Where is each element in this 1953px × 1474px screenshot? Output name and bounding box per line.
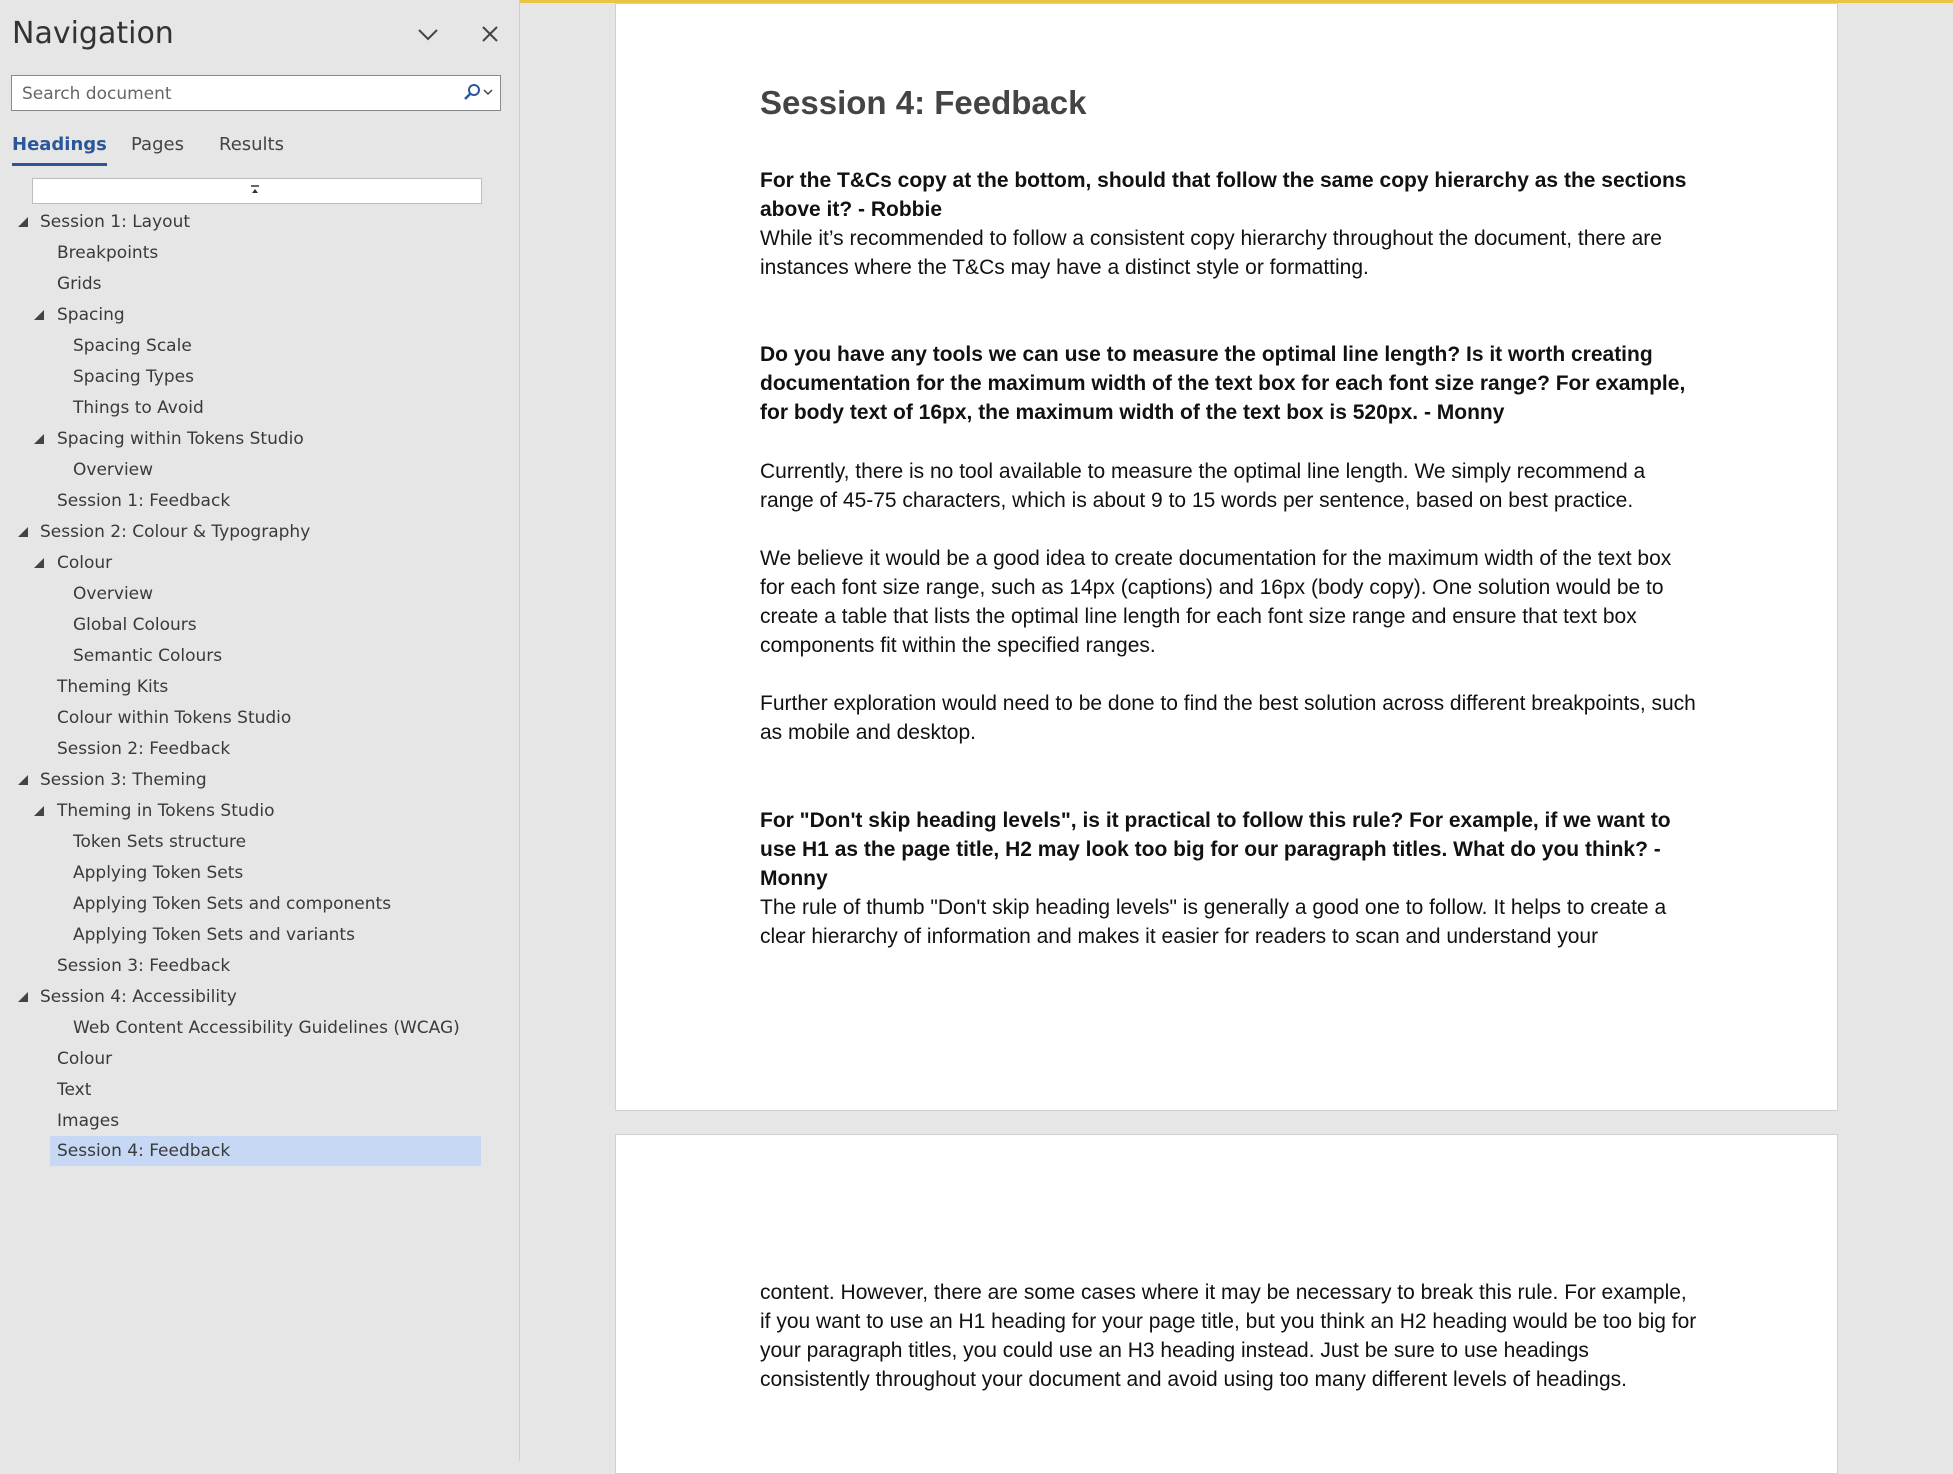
heading-label: Theming Kits <box>57 677 169 697</box>
answer-2-paragraph-3: Further exploration would need to be done to find the best solution across different breakpoints, such as mobile and desktop. <box>760 692 1696 744</box>
question-2: Do you have any tools we can use to measure the optimal line length? Is it worth creating documentation for the maximum width of the text box for each font size range? For example, for body text of 16px, the maximum width of the text box is 520px. - Monny <box>760 343 1686 424</box>
close-icon[interactable] <box>476 20 504 48</box>
heading-label: Overview <box>73 584 154 604</box>
heading-label: Text <box>57 1080 92 1100</box>
heading-item[interactable] <box>73 1013 460 1043</box>
heading-item[interactable] <box>33 548 483 578</box>
heading-label: Session 2: Colour & Typography <box>40 522 311 542</box>
heading-item[interactable] <box>73 610 197 640</box>
heading-label: Colour <box>57 553 113 573</box>
heading-label: Spacing Scale <box>73 336 192 356</box>
answer-3-continued: content. However, there are some cases where it may be necessary to break this rule. For example, if you want to use an H1 heading for your page title, but you think an H2 heading would be too big for your paragraph titles, you could use an H3 heading instead. Just be sure to use headings consistently throughout your document and avoid using too many different levels of headings. <box>760 1281 1697 1391</box>
navigation-pane <box>0 0 520 1461</box>
heading-item-selected[interactable] <box>50 1136 481 1166</box>
expanded-caret-icon[interactable] <box>17 991 29 1003</box>
heading-item[interactable] <box>73 579 153 609</box>
heading-item[interactable] <box>57 672 168 702</box>
document-page-2 <box>615 1134 1838 1474</box>
heading-item[interactable] <box>57 1106 119 1136</box>
tab-headings[interactable]: Headings <box>12 134 107 166</box>
search-box <box>11 75 501 111</box>
heading-item[interactable] <box>57 486 230 516</box>
heading-label: Global Colours <box>73 615 197 635</box>
heading-item[interactable] <box>73 455 153 485</box>
heading-label: Session 4: Accessibility <box>40 987 237 1007</box>
heading-label: Applying Token Sets and components <box>73 894 392 914</box>
heading-item[interactable] <box>73 641 222 671</box>
scroll-up-icon <box>249 184 261 198</box>
heading-label: Spacing <box>57 305 125 325</box>
search-icon <box>456 82 496 104</box>
heading-label: Colour <box>57 1049 113 1069</box>
heading-item[interactable] <box>33 424 483 454</box>
heading-label: Overview <box>73 460 154 480</box>
heading-item[interactable] <box>73 393 204 423</box>
heading-label: Theming in Tokens Studio <box>57 801 275 821</box>
heading-item[interactable] <box>33 300 483 330</box>
heading-label: Session 1: Feedback <box>57 491 231 511</box>
heading-label: Things to Avoid <box>73 398 204 418</box>
expanded-caret-icon[interactable] <box>33 309 45 321</box>
heading-label: Token Sets structure <box>73 832 247 852</box>
heading-label: Spacing within Tokens Studio <box>57 429 304 449</box>
heading-item[interactable] <box>33 796 483 826</box>
heading-label: Colour within Tokens Studio <box>57 708 292 728</box>
tab-results[interactable]: Results <box>219 134 284 155</box>
heading-label: Session 2: Feedback <box>57 739 231 759</box>
expanded-caret-icon[interactable] <box>17 774 29 786</box>
expanded-caret-icon[interactable] <box>33 557 45 569</box>
answer-3-start: The rule of thumb "Don't skip heading levels" is generally a good one to follow. It helps to create a clear hierarchy of information and makes it easier for readers to scan and understand your <box>760 896 1667 948</box>
heading-label: Images <box>57 1111 120 1131</box>
heading-item[interactable] <box>73 827 246 857</box>
heading-item[interactable] <box>17 982 487 1012</box>
heading-item[interactable] <box>57 1044 112 1074</box>
heading-label: Spacing Types <box>73 367 194 387</box>
search-input[interactable] <box>20 76 454 112</box>
heading-label: Session 1: Layout <box>40 212 191 232</box>
answer-1: While it’s recommended to follow a consistent copy hierarchy throughout the document, there are instances where the T&Cs may have a distinct style or formatting. <box>760 227 1662 279</box>
heading-item[interactable] <box>17 207 487 237</box>
expanded-caret-icon[interactable] <box>17 526 29 538</box>
heading-item[interactable] <box>57 703 291 733</box>
heading-label: Session 3: Feedback <box>57 956 231 976</box>
expanded-caret-icon[interactable] <box>33 805 45 817</box>
heading-item[interactable] <box>73 889 391 919</box>
heading-item[interactable] <box>73 858 243 888</box>
heading-item[interactable] <box>57 734 230 764</box>
page-heading: Session 4: Feedback <box>760 84 1087 121</box>
heading-label: Semantic Colours <box>73 646 223 666</box>
chevron-down-icon[interactable] <box>414 20 442 48</box>
heading-label: Applying Token Sets <box>73 863 244 883</box>
question-3: For "Don't skip heading levels", is it practical to follow this rule? For example, if we want to use H1 as the page title, H2 may look too big for our paragraph titles. What do you think? - Monny <box>760 809 1671 890</box>
search-options-button[interactable] <box>456 82 496 104</box>
heading-label: Breakpoints <box>57 243 159 263</box>
heading-label: Session 4: Feedback <box>57 1141 231 1161</box>
heading-item[interactable] <box>17 517 487 547</box>
answer-2-paragraph-1: Currently, there is no tool available to measure the optimal line length. We simply recommend a range of 45-75 characters, which is about 9 to 15 words per sentence, based on best practice. <box>760 460 1646 512</box>
expanded-caret-icon[interactable] <box>33 433 45 445</box>
answer-2-paragraph-2: We believe it would be a good idea to create documentation for the maximum width of the text box for each font size range, such as 14px (captions) and 16px (body copy). One solution would be to create a table that lists the optimal line length for each font size range and ensure that text box components fit within the specified ranges. <box>760 547 1672 657</box>
tree-scroll-up-button[interactable] <box>32 178 482 204</box>
expanded-caret-icon[interactable] <box>17 216 29 228</box>
heading-item[interactable] <box>57 238 158 268</box>
navigation-title: Navigation <box>12 16 174 51</box>
heading-label: Grids <box>57 274 102 294</box>
heading-item[interactable] <box>73 331 192 361</box>
heading-item[interactable] <box>73 362 194 392</box>
heading-item[interactable] <box>57 269 102 299</box>
document-page-1 <box>615 3 1838 1111</box>
question-1: For the T&Cs copy at the bottom, should that follow the same copy hierarchy as the sections above it? - Robbie <box>760 169 1687 221</box>
heading-label: Session 3: Theming <box>40 770 207 790</box>
heading-item[interactable] <box>57 1075 91 1105</box>
heading-item[interactable] <box>17 765 487 795</box>
tab-pages[interactable]: Pages <box>131 134 184 155</box>
heading-item[interactable] <box>57 951 230 981</box>
heading-label: Web Content Accessibility Guidelines (WCAG) <box>73 1018 460 1038</box>
heading-label: Applying Token Sets and variants <box>73 925 355 945</box>
heading-item[interactable] <box>73 920 355 950</box>
